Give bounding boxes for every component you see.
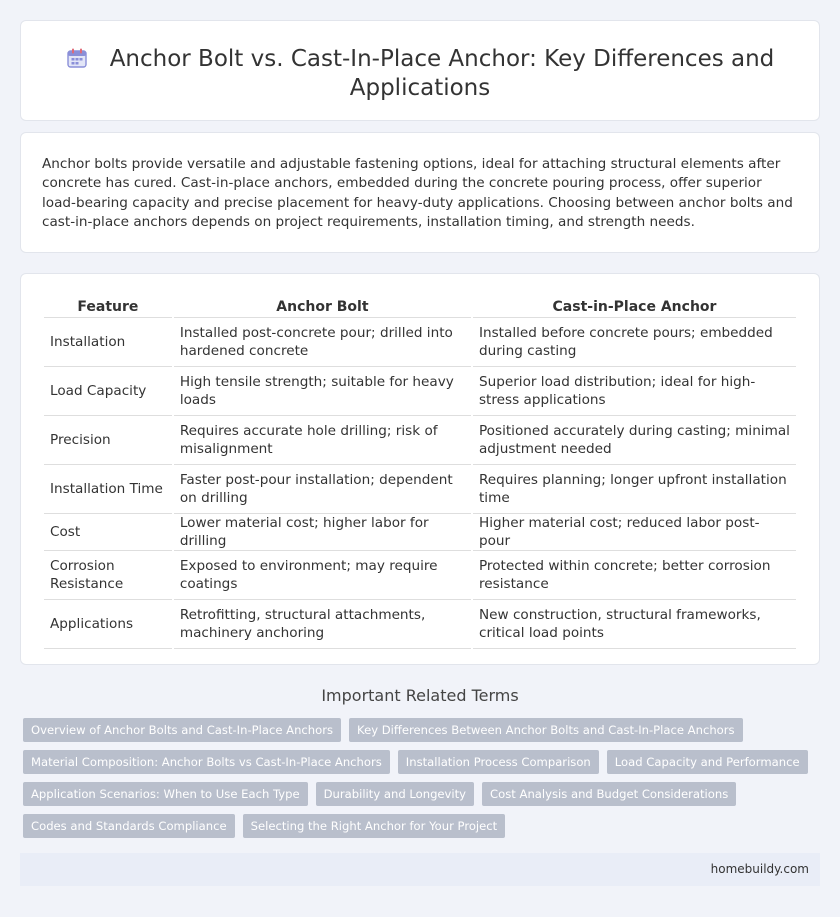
tag-row [23,814,783,838]
related-term-tag[interactable]: Installation Process Comparison [398,750,599,774]
related-term-tag[interactable]: Cost Analysis and Budget Considerations [482,782,736,806]
related-term-tag[interactable]: Codes and Standards Compliance [23,814,235,838]
intro-card [20,132,820,253]
table-row [44,416,796,465]
row-feature: Corrosion Resistance [44,551,172,600]
header-card [20,20,820,121]
row-cast-in-place: Protected within concrete; better corrosion resistance [473,551,796,600]
related-term-tag[interactable]: Selecting the Right Anchor for Your Project [243,814,506,838]
intro-text: Anchor bolts provide versatile and adjustable fastening options, ideal for attaching structural elements after concrete has cured. Cast-in-place anchors, embedded during the concrete pouring process, offer superior load-bearing capacity and precise placement for heavy-duty applications. Choosing between anchor bolts and cast-in-place anchors depends on project requirements, installation timing, and strength needs. [42,156,793,231]
header-anchor-bolt: Anchor Bolt [174,296,471,318]
row-feature: Precision [44,416,172,465]
related-term-tag[interactable]: Key Differences Between Anchor Bolts and Cast-In-Place Anchors [349,718,743,742]
table-row [44,551,796,600]
related-term-tag[interactable]: Load Capacity and Performance [607,750,808,774]
row-anchor-bolt: High tensile strength; suitable for heavy loads [174,367,471,416]
related-terms-tags [23,718,800,846]
table-row [44,600,796,649]
row-cast-in-place: New construction, structural frameworks, critical load points [473,600,796,649]
row-anchor-bolt: Exposed to environment; may require coatings [174,551,471,600]
row-cast-in-place: Higher material cost; reduced labor post-pour [473,514,796,551]
tag-row [23,782,783,806]
row-cast-in-place: Requires planning; longer upfront installation time [473,465,796,514]
row-feature: Load Capacity [44,367,172,416]
calendar-icon [66,47,88,69]
footer [20,853,820,886]
related-term-tag[interactable]: Durability and Longevity [316,782,474,806]
row-feature: Installation [44,318,172,367]
row-cast-in-place: Installed before concrete pours; embedded during casting [473,318,796,367]
row-anchor-bolt: Faster post-pour installation; dependent on drilling [174,465,471,514]
table-header-row [44,296,796,318]
tag-row [23,750,800,774]
table-row [44,318,796,367]
row-anchor-bolt: Retrofitting, structural attachments, machinery anchoring [174,600,471,649]
row-feature: Cost [44,514,172,551]
comparison-table [42,296,798,649]
row-anchor-bolt: Installed post-concrete pour; drilled into hardened concrete [174,318,471,367]
row-cast-in-place: Superior load distribution; ideal for high-stress applications [473,367,796,416]
header-feature: Feature [44,296,172,318]
tag-row [23,718,783,742]
header-cast-in-place: Cast-in-Place Anchor [473,296,796,318]
related-terms-title: Important Related Terms [321,686,519,705]
footer-site-link[interactable]: homebuildy.com [710,862,809,876]
row-feature: Applications [44,600,172,649]
page-title: Anchor Bolt vs. Cast-In-Place Anchor: Key Differences and Applications [109,46,775,101]
row-feature: Installation Time [44,465,172,514]
comparison-table-card [20,273,820,665]
row-anchor-bolt: Lower material cost; higher labor for drilling [174,514,471,551]
table-row [44,465,796,514]
row-cast-in-place: Positioned accurately during casting; minimal adjustment needed [473,416,796,465]
table-row [44,514,796,551]
page-title-wrap [21,45,819,103]
related-term-tag[interactable]: Application Scenarios: When to Use Each Type [23,782,308,806]
row-anchor-bolt: Requires accurate hole drilling; risk of misalignment [174,416,471,465]
related-term-tag[interactable]: Overview of Anchor Bolts and Cast-In-Place Anchors [23,718,341,742]
table-row [44,367,796,416]
related-term-tag[interactable]: Material Composition: Anchor Bolts vs Cast-In-Place Anchors [23,750,390,774]
